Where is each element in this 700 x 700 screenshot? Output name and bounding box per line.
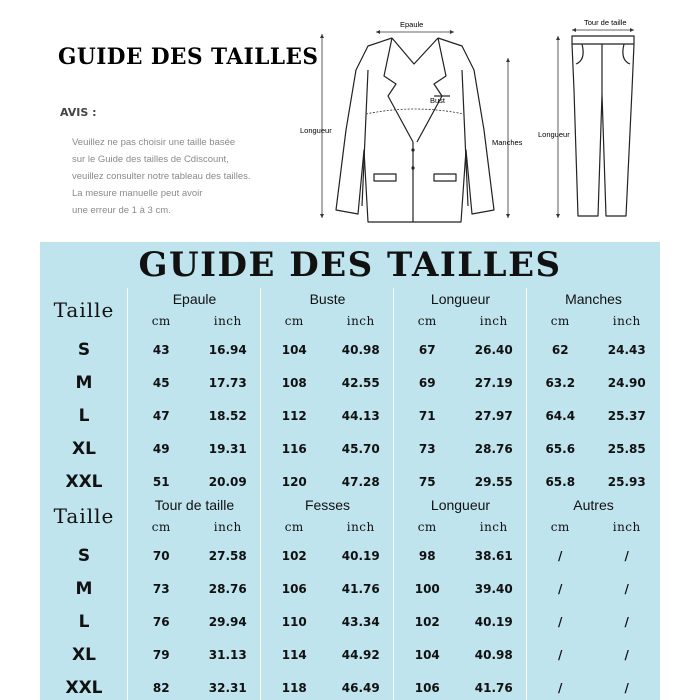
size-cell: XL xyxy=(40,434,128,464)
table-row xyxy=(40,368,660,398)
value-cell: 67 xyxy=(394,335,461,365)
value-cell: 27.58 xyxy=(195,541,262,571)
value-cell: 49 xyxy=(128,434,195,464)
unit-inch-header: inch xyxy=(479,520,508,534)
value-cell: 19.31 xyxy=(195,434,262,464)
size-cell: XXL xyxy=(40,673,128,700)
value-cell: 63.2 xyxy=(527,368,594,398)
value-cell: 69 xyxy=(394,368,461,398)
unit-inch-header: inch xyxy=(479,314,508,328)
value-cell: 112 xyxy=(261,401,328,431)
table-row xyxy=(40,335,660,365)
value-cell: 51 xyxy=(128,467,195,497)
measurement-diagram xyxy=(296,10,696,238)
value-cell: 41.76 xyxy=(461,673,528,700)
unit-inch-header: inch xyxy=(213,314,242,328)
value-cell: 116 xyxy=(261,434,328,464)
value-cell: 42.55 xyxy=(328,368,395,398)
value-cell: 120 xyxy=(261,467,328,497)
value-cell: 17.73 xyxy=(195,368,262,398)
value-cell: 76 xyxy=(128,607,195,637)
value-cell: 46.49 xyxy=(328,673,395,700)
value-cell: 65.8 xyxy=(527,467,594,497)
value-cell: 106 xyxy=(261,574,328,604)
value-cell: 75 xyxy=(394,467,461,497)
label-longueur-pants: Longueur xyxy=(538,130,570,139)
label-bust: Bust xyxy=(430,96,446,105)
unit-cm-header: cm xyxy=(151,520,171,534)
value-cell: 47.28 xyxy=(328,467,395,497)
measure-column-header: Longueur xyxy=(430,291,491,307)
value-cell: / xyxy=(594,673,661,700)
size-cell: L xyxy=(40,607,128,637)
measure-column-header: Epaule xyxy=(172,291,217,307)
column-divider xyxy=(260,288,261,497)
value-cell: 82 xyxy=(128,673,195,700)
value-cell: 64.4 xyxy=(527,401,594,431)
value-cell: 29.55 xyxy=(461,467,528,497)
value-cell: 29.94 xyxy=(195,607,262,637)
value-cell: 32.31 xyxy=(195,673,262,700)
unit-inch-header: inch xyxy=(346,314,375,328)
value-cell: 65.6 xyxy=(527,434,594,464)
value-cell: / xyxy=(594,541,661,571)
value-cell: 114 xyxy=(261,640,328,670)
value-cell: 16.94 xyxy=(195,335,262,365)
value-cell: 41.76 xyxy=(328,574,395,604)
value-cell: 118 xyxy=(261,673,328,700)
value-cell: / xyxy=(594,640,661,670)
table-row xyxy=(40,401,660,431)
value-cell: 98 xyxy=(394,541,461,571)
table-row xyxy=(40,673,660,700)
size-cell: XXL xyxy=(40,467,128,497)
value-cell: 39.40 xyxy=(461,574,528,604)
column-divider xyxy=(260,494,261,700)
size-cell: L xyxy=(40,401,128,431)
unit-cm-header: cm xyxy=(284,520,304,534)
value-cell: / xyxy=(527,607,594,637)
value-cell: 70 xyxy=(128,541,195,571)
value-cell: 43.34 xyxy=(328,607,395,637)
unit-cm-header: cm xyxy=(417,314,437,328)
measure-column-header: Tour de taille xyxy=(154,497,235,513)
value-cell: / xyxy=(594,607,661,637)
column-divider xyxy=(127,494,128,700)
table-title: GUIDE DES TAILLES xyxy=(138,245,562,285)
value-cell: / xyxy=(594,574,661,604)
table-header xyxy=(40,288,660,332)
label-longueur-jacket: Longueur xyxy=(300,126,332,135)
table-row xyxy=(40,607,660,637)
measure-column-header: Longueur xyxy=(430,497,491,513)
notice-text xyxy=(72,134,332,219)
size-cell: M xyxy=(40,368,128,398)
unit-inch-header: inch xyxy=(213,520,242,534)
table-banner xyxy=(40,242,660,288)
value-cell: 40.19 xyxy=(328,541,395,571)
size-cell: M xyxy=(40,574,128,604)
notice-line: sur le Guide des tailles de Cdiscount, xyxy=(72,154,229,165)
unit-cm-header: cm xyxy=(417,520,437,534)
value-cell: 108 xyxy=(261,368,328,398)
value-cell: 47 xyxy=(128,401,195,431)
table-row xyxy=(40,640,660,670)
table-row xyxy=(40,541,660,571)
value-cell: 24.90 xyxy=(594,368,661,398)
value-cell: 73 xyxy=(394,434,461,464)
value-cell: 45 xyxy=(128,368,195,398)
column-divider xyxy=(127,288,128,497)
value-cell: 27.97 xyxy=(461,401,528,431)
measure-column-header: Autres xyxy=(573,497,614,513)
page-title: GUIDE DES TAILLES xyxy=(58,44,319,70)
notice-line: La mesure manuelle peut avoir xyxy=(72,188,203,199)
notice-line: veuillez consulter notre tableau des tailles. xyxy=(72,171,251,182)
size-cell: XL xyxy=(40,640,128,670)
unit-inch-header: inch xyxy=(612,520,641,534)
label-manches: Manches xyxy=(492,138,523,147)
value-cell: 106 xyxy=(394,673,461,700)
value-cell: 24.43 xyxy=(594,335,661,365)
jacket-section xyxy=(40,288,660,497)
table-row xyxy=(40,434,660,464)
value-cell: 40.98 xyxy=(328,335,395,365)
size-column-header: Taille xyxy=(53,298,115,322)
value-cell: 62 xyxy=(527,335,594,365)
value-cell: 25.93 xyxy=(594,467,661,497)
unit-cm-header: cm xyxy=(151,314,171,328)
value-cell: 43 xyxy=(128,335,195,365)
value-cell: 45.70 xyxy=(328,434,395,464)
column-divider xyxy=(393,494,394,700)
notice-label: AVIS : xyxy=(60,106,97,119)
unit-cm-header: cm xyxy=(550,520,570,534)
jacket-diagram xyxy=(296,10,696,238)
value-cell: 104 xyxy=(261,335,328,365)
table-row xyxy=(40,574,660,604)
value-cell: 79 xyxy=(128,640,195,670)
unit-inch-header: inch xyxy=(612,314,641,328)
value-cell: 28.76 xyxy=(195,574,262,604)
value-cell: 25.37 xyxy=(594,401,661,431)
table-row xyxy=(40,467,660,497)
notice-line: une erreur de 1 à 3 cm. xyxy=(72,205,171,216)
column-divider xyxy=(393,288,394,497)
table-header xyxy=(40,494,660,538)
size-column-header: Taille xyxy=(53,504,115,528)
column-divider xyxy=(526,288,527,497)
value-cell: 44.92 xyxy=(328,640,395,670)
value-cell: 18.52 xyxy=(195,401,262,431)
value-cell: 26.40 xyxy=(461,335,528,365)
value-cell: 40.19 xyxy=(461,607,528,637)
value-cell: / xyxy=(527,541,594,571)
unit-cm-header: cm xyxy=(284,314,304,328)
size-cell: S xyxy=(40,541,128,571)
measure-column-header: Manches xyxy=(565,291,622,307)
value-cell: 31.13 xyxy=(195,640,262,670)
measure-column-header: Buste xyxy=(309,291,346,307)
value-cell: 28.76 xyxy=(461,434,528,464)
size-cell: S xyxy=(40,335,128,365)
value-cell: 71 xyxy=(394,401,461,431)
value-cell: 100 xyxy=(394,574,461,604)
value-cell: 27.19 xyxy=(461,368,528,398)
label-epaule: Epaule xyxy=(400,20,424,29)
header-area xyxy=(0,0,700,242)
value-cell: 20.09 xyxy=(195,467,262,497)
value-cell: 102 xyxy=(394,607,461,637)
unit-cm-header: cm xyxy=(550,314,570,328)
value-cell: / xyxy=(527,574,594,604)
column-divider xyxy=(526,494,527,700)
value-cell: 73 xyxy=(128,574,195,604)
notice-line: Veuillez ne pas choisir une taille basée xyxy=(72,137,236,148)
value-cell: 110 xyxy=(261,607,328,637)
value-cell: / xyxy=(527,640,594,670)
measure-column-header: Fesses xyxy=(304,497,351,513)
label-tour-de-taille: Tour de taille xyxy=(584,18,627,27)
value-cell: / xyxy=(527,673,594,700)
pants-section xyxy=(40,494,660,700)
size-table xyxy=(40,242,660,700)
value-cell: 40.98 xyxy=(461,640,528,670)
value-cell: 104 xyxy=(394,640,461,670)
value-cell: 38.61 xyxy=(461,541,528,571)
unit-inch-header: inch xyxy=(346,520,375,534)
value-cell: 44.13 xyxy=(328,401,395,431)
value-cell: 25.85 xyxy=(594,434,661,464)
value-cell: 102 xyxy=(261,541,328,571)
